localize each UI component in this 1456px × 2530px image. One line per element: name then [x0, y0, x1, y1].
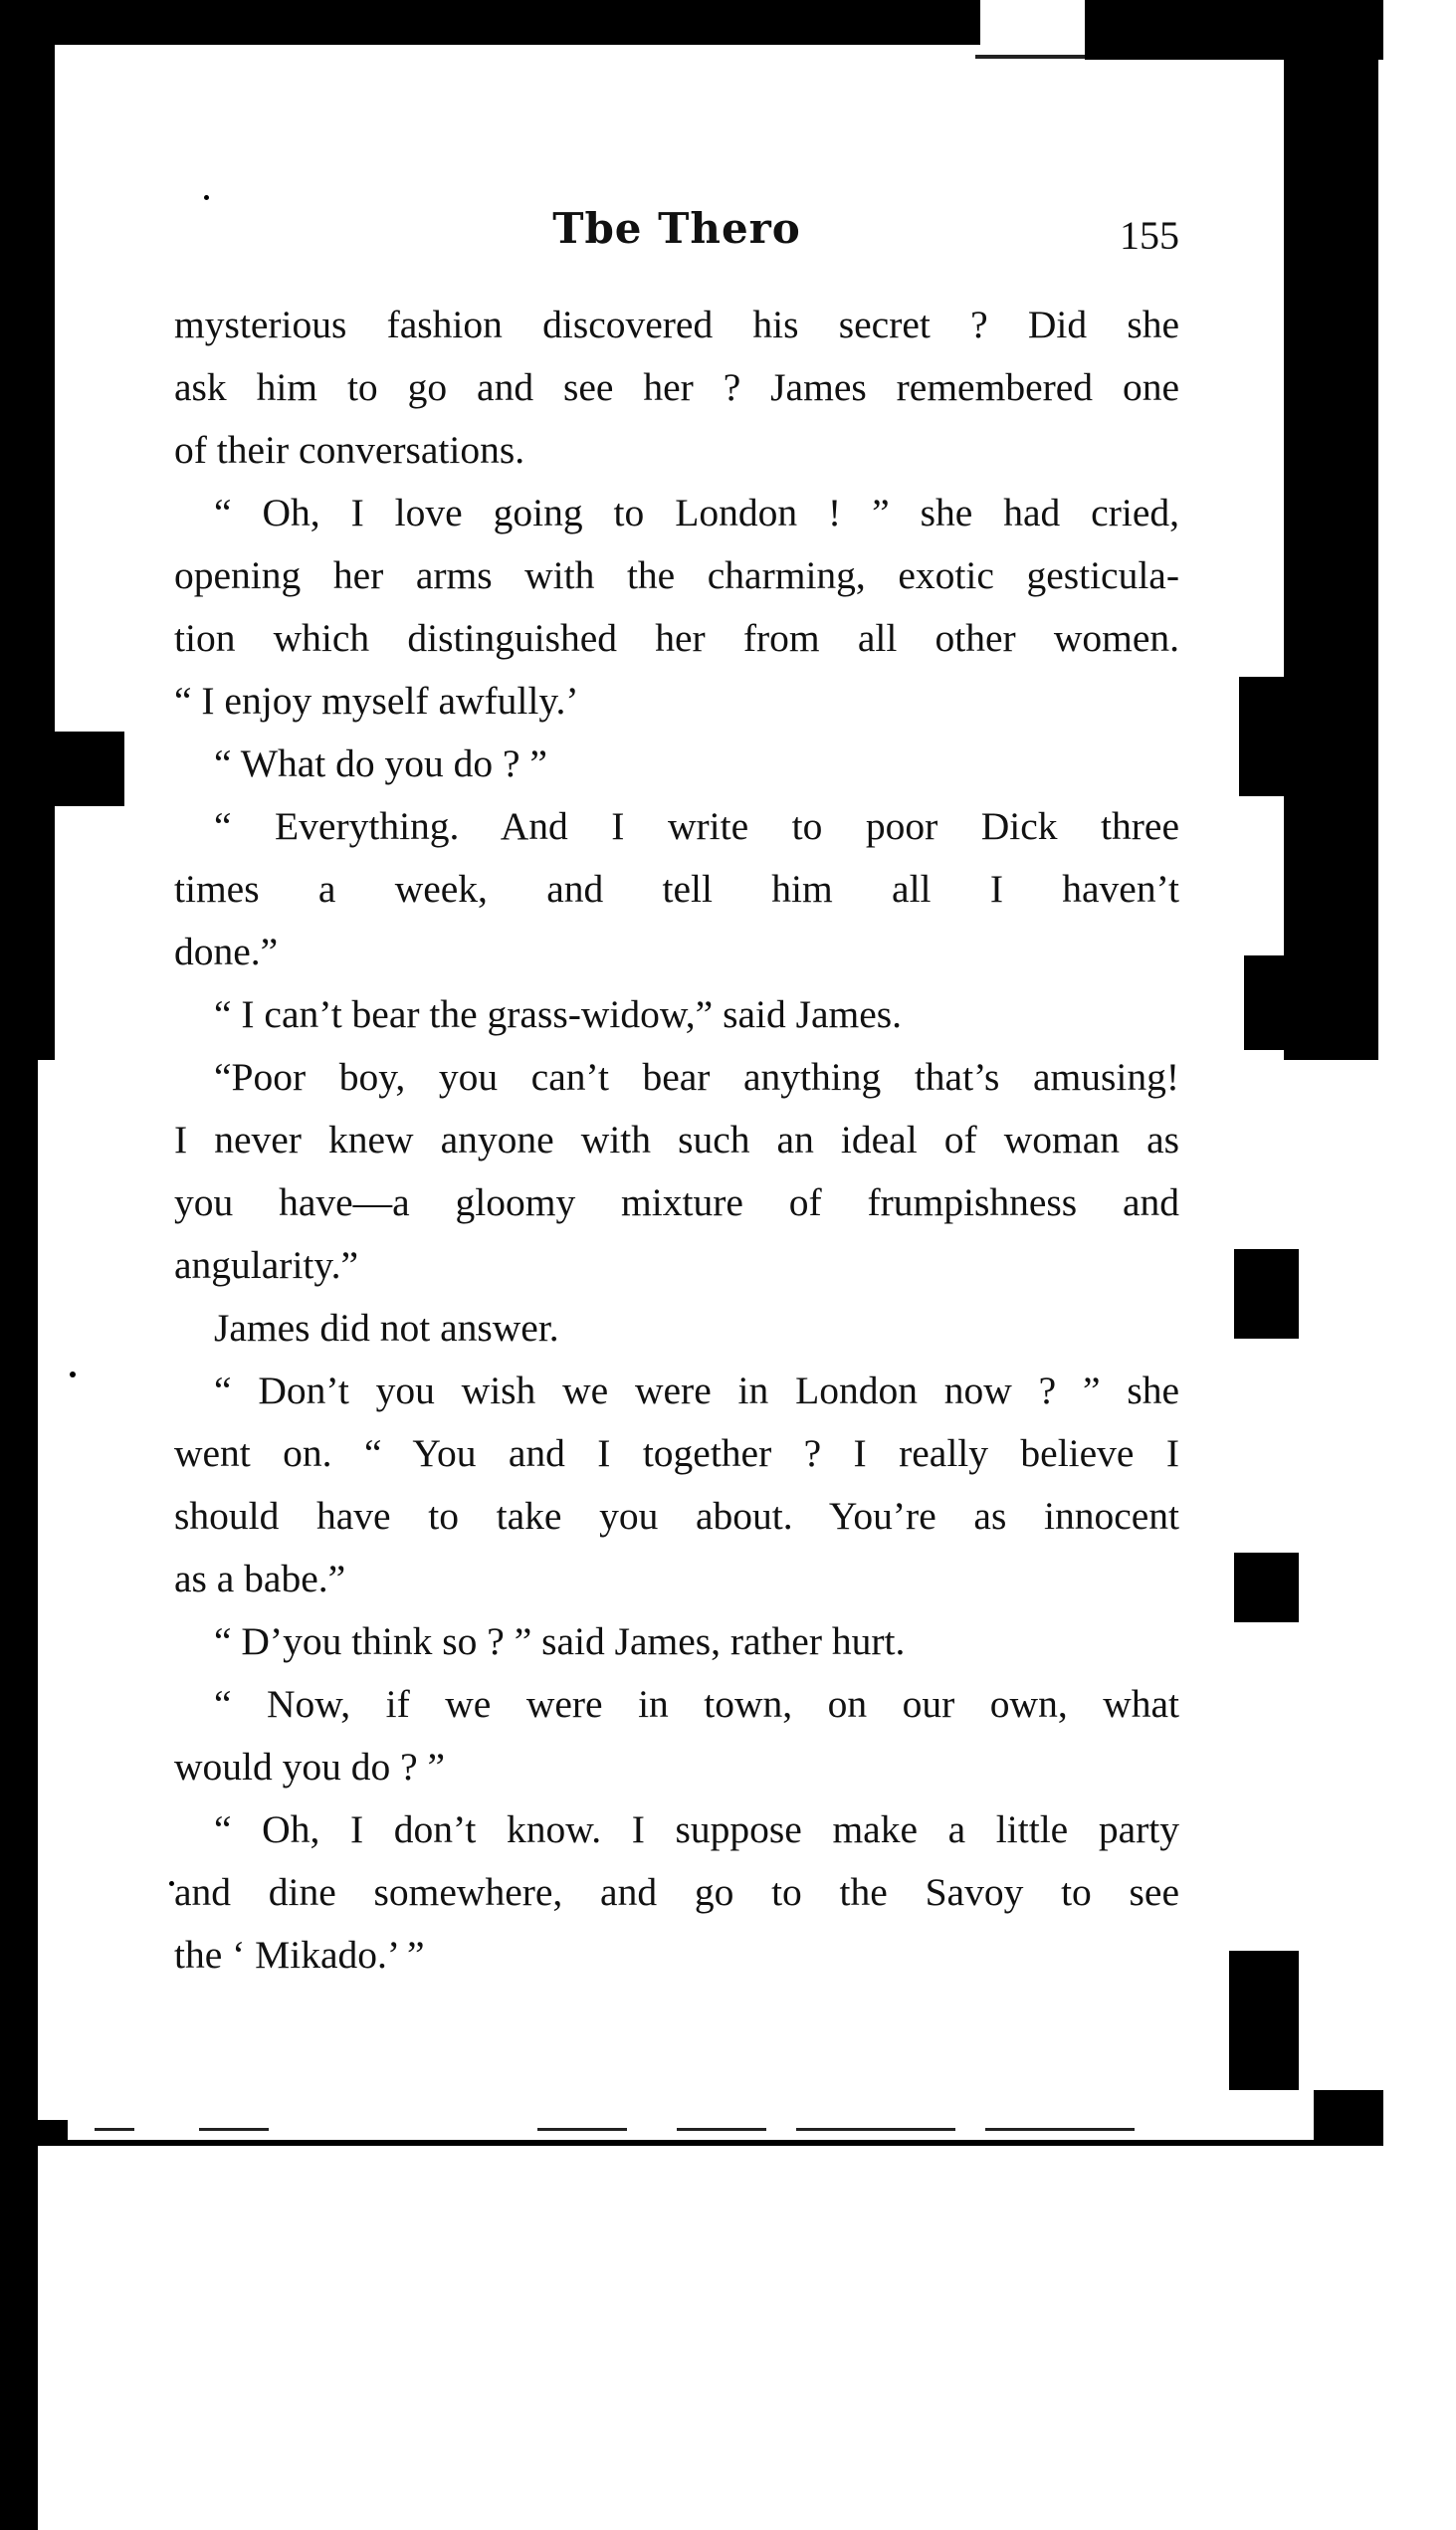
text-line: mysterious fashion discovered his secret ? Did she — [174, 303, 1179, 346]
text-line: opening her arms with the charming, exotic gesticula- — [174, 553, 1179, 597]
scan-blot-left-1 — [40, 732, 124, 806]
page-number: 155 — [1120, 213, 1179, 258]
scan-border-top — [0, 0, 980, 45]
text-line: done.” — [174, 930, 279, 973]
text-line: ask him to go and see her ? James remembered one — [174, 365, 1179, 409]
scan-blot-right-4 — [1234, 1553, 1299, 1622]
text-line: “ I can’t bear the grass-widow,” said James. — [214, 992, 902, 1036]
text-line: and dine somewhere, and go to the Savoy to see — [174, 1870, 1179, 1914]
text-line: as a babe.” — [174, 1557, 346, 1600]
scan-top-line — [975, 55, 1085, 59]
scan-blot-right-2 — [1244, 955, 1299, 1050]
body-text — [174, 294, 1179, 1987]
text-line: angularity.” — [174, 1243, 358, 1287]
page-header — [174, 204, 1179, 264]
text-line: went on. “ You and I together ? I really believe I — [174, 1431, 1179, 1475]
text-line: James did not answer. — [214, 1306, 559, 1350]
text-line: would you do ? ” — [174, 1745, 446, 1789]
text-line: “ Oh, I love going to London ! ” she had cried, — [214, 491, 1179, 534]
text-line: I never knew anyone with such an ideal of woman as — [174, 1118, 1179, 1161]
scan-blot-right-3 — [1234, 1249, 1299, 1339]
text-line: “ Oh, I don’t know. I suppose make a little party — [214, 1807, 1179, 1851]
scan-border-right — [1284, 45, 1378, 1060]
bottom-dash — [199, 2128, 269, 2131]
text-line: should have to take you about. You’re as innocent — [174, 1494, 1179, 1538]
text-line: “ What do you do ? ” — [214, 741, 547, 785]
text-line: tion which distinguished her from all other women. — [174, 616, 1179, 660]
text-line: “ Everything. And I write to poor Dick three — [214, 804, 1179, 848]
scan-blot-right-5 — [1229, 1951, 1299, 2090]
speck — [70, 1371, 76, 1377]
bottom-dash — [677, 2128, 766, 2131]
text-line: of their conversations. — [174, 428, 525, 472]
bottom-dash — [796, 2128, 955, 2131]
scan-blot-right-1 — [1239, 677, 1299, 796]
text-line: times a week, and tell him all I haven’t — [174, 867, 1179, 911]
text-line: “ Don’t you wish we were in London now ? ” she — [214, 1369, 1179, 1412]
bottom-dash — [985, 2128, 1135, 2131]
text-line: “ Now, if we were in town, on our own, what — [214, 1682, 1179, 1726]
running-title: Tbe Thero — [552, 204, 801, 253]
speck — [204, 195, 209, 200]
scan-bottom-corner-right — [1314, 2090, 1383, 2150]
text-line: the ‘ Mikado.’ ” — [174, 1933, 425, 1977]
scan-border-left-edge — [0, 1060, 38, 2530]
text-line: “Poor boy, you can’t bear anything that’s amusing! — [214, 1055, 1179, 1099]
text-line: “ D’you think so ? ” said James, rather hurt. — [214, 1619, 906, 1663]
bottom-dash — [537, 2128, 627, 2131]
scan-bottom-corner-left — [38, 2120, 68, 2146]
blank-area — [38, 2146, 1456, 2530]
bottom-dash — [95, 2128, 134, 2131]
text-line: “ I enjoy myself awfully.’ — [174, 679, 579, 723]
text-line: you have—a gloomy mixture of frumpishness and — [174, 1180, 1179, 1224]
scan-border-left — [0, 45, 55, 1060]
